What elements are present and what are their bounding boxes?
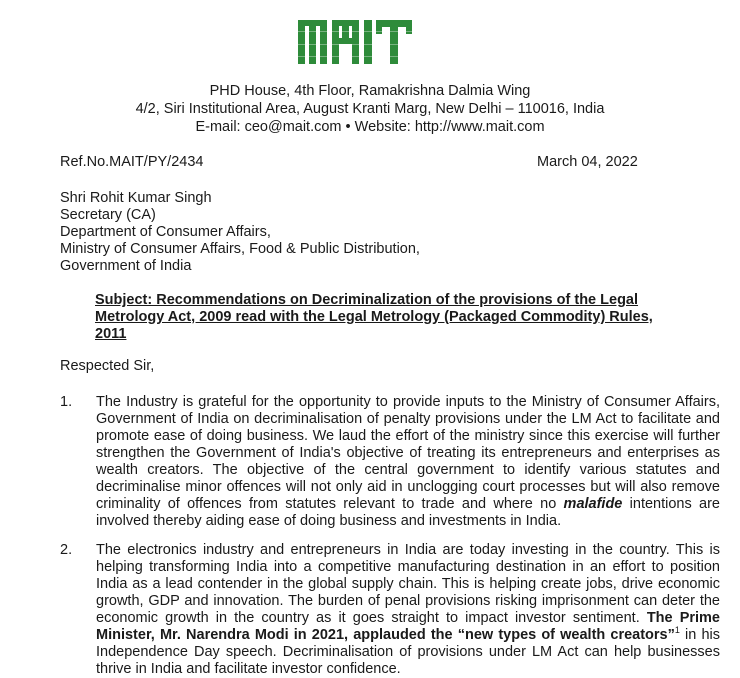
reference-number: Ref.No.MAIT/PY/2434 xyxy=(60,154,204,170)
paragraph-text-part: in his Independence Day speech. Decriminalisation of provisions under LM Act can help businesses thrive in India and facilitate investor confidence. xyxy=(96,627,720,677)
paragraph-number: 2. xyxy=(60,542,73,558)
address-line-1: PHD House, 4th Floor, Ramakrishna Dalmia Wing xyxy=(209,83,531,99)
subject-line: Subject: Recommendations on Decriminalization of the provisions of the Legal Metrology Act, 2009 read with the Legal Metrology (Packaged Commodity) Rules, 2011 xyxy=(95,292,653,342)
footnote-marker: 1 xyxy=(674,625,680,636)
paragraph-text xyxy=(96,394,720,530)
paragraph-text-part: intentions are involved thereby aiding ease of doing business and investments in India. xyxy=(96,496,720,529)
emphasis-text: malafide xyxy=(563,496,623,512)
contact-line: E-mail: ceo@mait.com • Website: http://www.mait.com xyxy=(195,119,545,135)
addressee-block xyxy=(60,190,420,275)
mait-logo xyxy=(296,14,416,70)
addressee-line: Ministry of Consumer Affairs, Food & Public Distribution, xyxy=(60,241,420,257)
paragraph-1 xyxy=(60,394,720,530)
address-line-2: 4/2, Siri Institutional Area, August Kranti Marg, New Delhi – 110016, India xyxy=(135,101,605,117)
addressee-line: Department of Consumer Affairs, xyxy=(60,224,271,240)
paragraph-text-part: The electronics industry and entrepreneurs in India are today investing in the country. This is helping transforming India into a competitive manufacturing destination in an effort to position India as a lead contender in the global supply chain. This is helping create jobs, drive economic growth, GDP and innovation. The burden of penal provisions risking imprisonment can deter the economic growth in the country as it goes straight to impact investor sentiment. xyxy=(96,542,720,626)
salutation: Respected Sir, xyxy=(60,358,155,374)
paragraph-2 xyxy=(60,542,720,678)
paragraph-text xyxy=(96,542,720,678)
addressee-line: Secretary (CA) xyxy=(60,207,156,223)
paragraph-number: 1. xyxy=(60,394,73,410)
paragraph-text-part: The Industry is grateful for the opportunity to provide inputs to the Ministry of Consumer Affairs, Government of India on decriminalisation of penalty provisions under the LM Act to facilitate and promote ease of doing business. We laud the effort of the ministry since this exercise will further strengthen the Government of India's objective of treating its entrepreneurs and enterprises as wealth creators. The objective of the central government to identify various statutes and decriminalise minor offences will not only aid in unclogging court processes but will also remove criminality of offences from statutes relevant to trade and where no xyxy=(96,394,720,512)
addressee-line: Shri Rohit Kumar Singh xyxy=(60,190,212,206)
addressee-line: Government of India xyxy=(60,258,192,274)
bold-text: The Prime Minister, Mr. Narendra Modi in 2021, applauded the “new types of wealth creators” xyxy=(96,610,721,643)
letter-date: March 04, 2022 xyxy=(537,154,638,170)
